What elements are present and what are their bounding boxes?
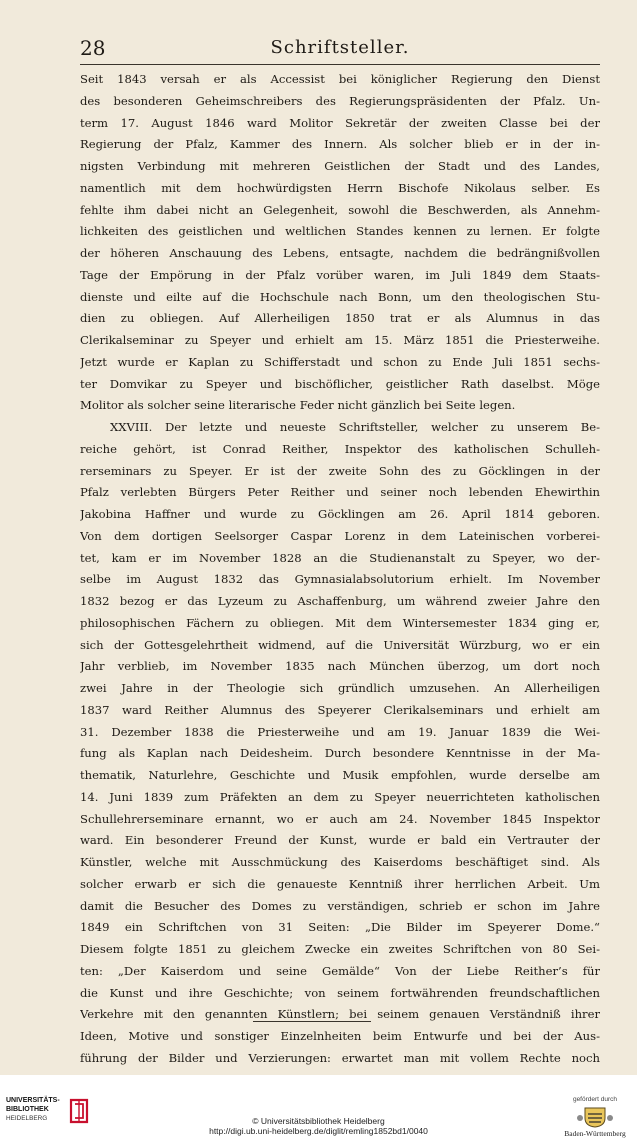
funding-label: gefördert durch	[572, 1096, 618, 1103]
page-number: 28	[80, 36, 106, 60]
text-line: fehlte ihm dabei nicht an Gelegenheit, sowohl die Beschwerden, als Annehm-	[80, 202, 600, 217]
text-line: damit die Besucher des Domes zu verständigen, schrieb er schon im Jahre	[80, 898, 600, 913]
text-line: solcher erwarb er sich die genaueste Kenntniß ihrer herrlichen Arbeit. Um	[80, 876, 600, 891]
text-line: Künstler, welche mit Ausschmückung des Kaiserdoms beschäftiget sind. Als	[80, 855, 600, 869]
text-line: 1837 ward Reither Alumnus des Speyerer Clerikalseminars und erhielt am	[80, 702, 600, 717]
copyright-notice: © Universitätsbibliothek Heidelberg	[252, 1116, 385, 1126]
footer	[0, 1075, 637, 1137]
text-line: dien zu obliegen. Auf Allerheiligen 1850 trat er als Alumnus in das	[80, 311, 600, 326]
text-line: 14. Juni 1839 zum Präfekten an dem zu Speyer neuerrichteten katholischen	[80, 789, 600, 804]
text-line: namentlich mit dem hochwürdigsten Herrn Bischofe Nikolaus selber. Es	[80, 180, 600, 195]
text-line: Jahr verblieb, im November 1835 nach München überzog, um dort noch	[80, 659, 600, 674]
text-line: ter Domvikar zu Speyer und bischöflicher, geistlicher Rath daselbst. Möge	[80, 376, 600, 391]
text-line: ward. Ein besonderer Freund der Kunst, wurde er bald ein Vertrauter der	[80, 833, 600, 848]
text-line: Diesem folgte 1851 zu gleichem Zwecke ein zweites Schriftchen von 80 Sei-	[80, 942, 600, 956]
text-line: führung der Bilder und Verzierungen: erwartet man mit vollem Rechte noch	[80, 1050, 600, 1065]
page-header	[80, 36, 600, 62]
body-text	[80, 69, 600, 1113]
text-line: Regierung der Pfalz, Kammer des Innern. Als solcher blieb er in der in-	[80, 137, 600, 152]
text-line: term 17. August 1846 ward Molitor Sekretär der zweiten Classe bei der	[80, 115, 600, 130]
text-line: reiche gehört, ist Conrad Reither, Inspektor des katholischen Schulleh-	[80, 441, 600, 456]
state-coat-of-arms-icon	[575, 1106, 615, 1128]
header-rule	[80, 64, 600, 65]
logo-line-3: HEIDELBERG	[6, 1115, 48, 1122]
text-line: Verkehre mit den genannten Künstlern; bei seinem genauen Verständniß ihrer	[80, 1007, 600, 1022]
running-head: Schriftsteller.	[270, 37, 410, 58]
text-line: Clerikalseminar zu Speyer und erhielt am 15. März 1851 die Priesterweihe.	[80, 333, 600, 347]
funding-credit	[556, 1096, 634, 1138]
text-line: fung als Kaplan nach Deidesheim. Durch besondere Kenntnisse in der Ma-	[80, 746, 600, 761]
text-line: rerseminars zu Speyer. Er ist der zweite Sohn des zu Göcklingen in der	[80, 463, 600, 478]
text-line: sich der Gottesgelehrtheit widmend, auf die Universität Würzburg, wo er ein	[80, 637, 600, 652]
text-line: XXVIII. Der letzte und neueste Schriftsteller, welcher zu unserem Be-	[110, 420, 600, 434]
funding-name: Baden-Württemberg	[564, 1129, 626, 1138]
source-url-link[interactable]: http://digi.ub.uni-heidelberg.de/diglit/remling1852bd1/0040	[209, 1126, 428, 1136]
text-line: lichkeiten des geistlichen und weltlichen Standes kennen zu lernen. Er folgte	[80, 224, 600, 239]
text-line: Tage der Empörung in der Pfalz vorüber waren, im Juli 1849 dem Staats-	[80, 267, 600, 282]
text-line: thematik, Naturlehre, Geschichte und Musik empfohlen, wurde derselbe am	[80, 768, 600, 782]
text-line: philosophischen Fächern zu obliegen. Mit dem Wintersemester 1834 ging er,	[80, 615, 600, 630]
text-line: ten: „Der Kaiserdom und seine Gemälde“ Von der Liebe Reither’s für	[80, 963, 600, 978]
text-line: Jakobina Haffner und wurde zu Göcklingen am 26. April 1814 geboren.	[80, 507, 600, 521]
text-line: dienste und eilte auf die Hochschule nach Bonn, um den theologischen Stu-	[80, 289, 600, 304]
text-line: Molitor als solcher seine literarische Feder nicht gänzlich bei Seite legen.	[80, 398, 516, 413]
text-line: Seit 1843 versah er als Accessist bei königlicher Regierung den Dienst	[80, 72, 600, 86]
text-line: zwei Jahre in der Theologie sich gründlich umzusehen. An Allerheiligen	[80, 681, 600, 695]
text-line: Ideen, Motive und sonstiger Einzelnheiten beim Entwurfe und bei der Aus-	[80, 1029, 600, 1043]
logo-line-1: UNIVERSITÄTS-	[6, 1097, 60, 1104]
text-line: die Kunst und ihre Geschichte; von seinem fortwährenden freundschaftlichen	[80, 985, 600, 1000]
text-line: nigsten Verbindung mit mehreren Geistlichen der Stadt und des Landes,	[80, 159, 600, 173]
text-line: Von dem dortigen Seelsorger Caspar Lorenz in dem Lateinischen vorberei-	[80, 528, 600, 543]
text-line: Jetzt wurde er Kaplan zu Schifferstadt und schon zu Ende Juli 1851 sechs-	[80, 354, 600, 369]
text-line: Schullehrerseminare ernannt, wo er auch am 24. November 1845 Inspektor	[80, 811, 600, 826]
text-line: selbe im August 1832 das Gymnasialabsolutorium erhielt. Im November	[80, 572, 600, 587]
logo-line-2: BIBLIOTHEK	[6, 1106, 49, 1113]
text-line: der höheren Anschauung des Lebens, entsagte, nachdem die bedrängnißvollen	[80, 246, 600, 260]
text-line: 31. Dezember 1838 die Priesterweihe und am 19. Januar 1839 die Wei-	[80, 724, 600, 739]
text-line: des besonderen Geheimschreibers des Regierungspräsidenten der Pfalz. Un-	[80, 93, 600, 108]
end-rule	[253, 1021, 371, 1022]
text-line: 1849 ein Schriftchen von 31 Seiten: „Die Bilder im Speyerer Dome.“	[80, 920, 600, 935]
text-line: Pfalz verlebten Bürgers Peter Reither und seiner noch lebenden Ehewirthin	[80, 485, 600, 500]
text-line: 1832 bezog er das Lyzeum zu Aschaffenburg, um während zweier Jahre den	[80, 594, 600, 608]
text-line: tet, kam er im November 1828 an die Studienanstalt zu Speyer, wo der-	[80, 550, 600, 565]
